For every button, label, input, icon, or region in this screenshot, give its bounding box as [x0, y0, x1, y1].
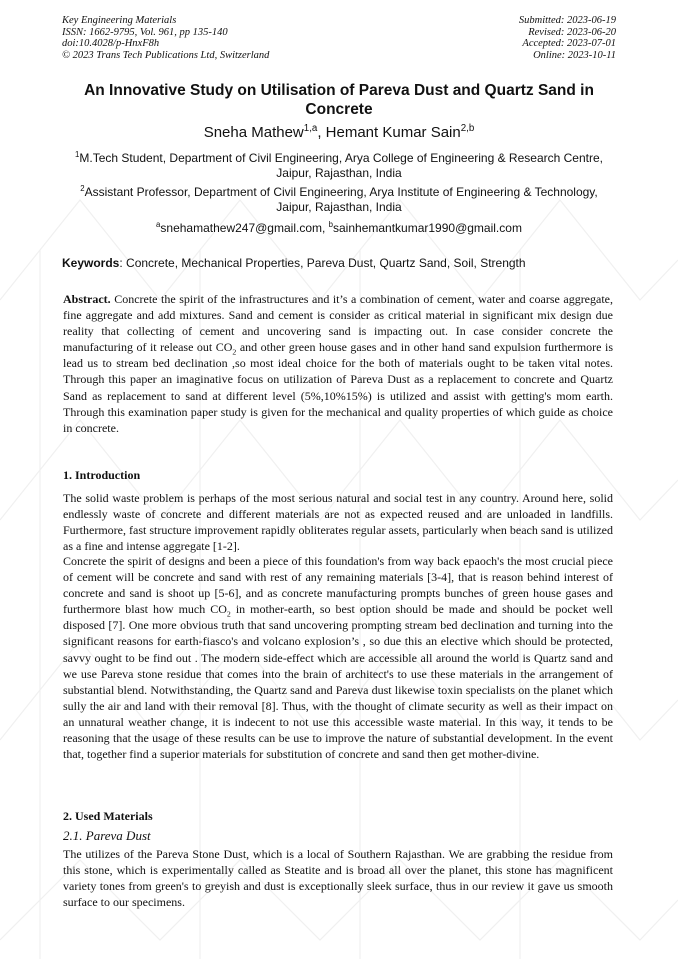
affiliation-1: [62, 151, 616, 181]
intro-paragraph-1: The solid waste problem is perhaps of the most serious natural and social test in any country. Around here, solid endlessly waste of concrete and different materials are not as expected reused and are unloaded in landfills. Furthermore, fast structure improvement rapidly obliterates regular assets, particularly when beach sand is utilized as a fine and intense aggregate [1-2].: [63, 491, 613, 554]
materials-paragraph-1: The utilizes of the Pareva Stone Dust, which is a local of Southern Rajasthan. We are grabbing the residue from this stone, which is experimentally called as Steatite and is broad all over the planet, this stone has magnificent variety tones from green's to greyish and dust is exceptionally sleek surface, thus in our review it gave us smooth surface to our specimens.: [63, 847, 613, 910]
date-submitted: Submitted: 2023-06-19: [518, 15, 616, 26]
intro-paragraph-2: [63, 553, 613, 762]
date-revised: Revised: 2023-06-20: [528, 26, 616, 38]
affiliation-2-marker: 2: [80, 184, 85, 193]
header-right: [519, 15, 616, 61]
subsection-heading-pareva-dust: 2.1. Pareva Dust: [63, 828, 151, 843]
email-a[interactable]: snehamathew247@gmail.com,: [160, 221, 329, 235]
keywords-label: Keywords: [62, 256, 120, 270]
affiliation-1-text: M.Tech Student, Department of Civil Engineering, Arya College of Engineering & Research Centre, Jaipur, Rajasthan, India: [79, 151, 603, 180]
keywords-text: : Concrete, Mechanical Properties, Pareva Dust, Quartz Sand, Soil, Strength: [119, 256, 526, 270]
author-separator: ,: [317, 124, 326, 141]
copyright: © 2023 Trans Tech Publications Ltd, Switzerland: [62, 49, 270, 61]
keywords: [62, 256, 616, 270]
intro-paragraph-2-part-b: in mother-earth, so best option should be made and should be pocket well disposed [7]. One more obvious truth that sand uncovering prompting stream bed declination and turning into the significant reasons for earth-fiasco's and volcano explosion’s , so due this an elective which should be protected, savvy ought to be find out . The modern side-effect which are accessible all around the world is Quartz sand and we use Pareva stone residue that comes into the brain of architect's to use these materials in the arrangement of substantial blend. Notwithstanding, the Quartz sand and Pareva dust likewise toxin specialists on the planet which sully the air and land with their removal [8]. Thus, with the thought of climate security as well as their impact on an unnatural weather change, it is indecent to not use this accessible waste material. In this way, it tends to be reasoning that the usage of these results can be use to improve the nature of substantial development. In the event that, together find a superior materials for substitution of concrete and sand then get mother-divine.: [63, 602, 613, 762]
paper-title: An Innovative Study on Utilisation of Pareva Dust and Quartz Sand in Concrete: [84, 82, 594, 118]
affiliation-2-text: Assistant Professor, Department of Civil Engineering, Arya Institute of Engineering & Technology, Jaipur, Rajasthan, India: [84, 185, 598, 214]
abstract-label: Abstract.: [63, 292, 111, 306]
email-a-marker: a: [156, 220, 161, 229]
section-heading-introduction: 1. Introduction: [63, 468, 141, 482]
journal-name: Key Engineering Materials: [62, 15, 177, 26]
email-b[interactable]: sainhemantkumar1990@gmail.com: [333, 221, 522, 235]
journal-issn: ISSN: 1662-9795, Vol. 961, pp 135-140: [62, 26, 228, 38]
author-line: [62, 124, 616, 141]
section-heading-used-materials: 2. Used Materials: [63, 809, 153, 823]
abstract: [63, 291, 613, 436]
author-emails: [62, 221, 616, 236]
intro-subscript: 2: [226, 609, 231, 619]
doi[interactable]: doi:10.4028/p-HnxF8h: [62, 38, 160, 49]
affiliation-2: [62, 185, 616, 215]
abstract-subscript: 2: [232, 347, 237, 357]
intro-paragraph-2-part-a: Concrete the spirit of designs and been a piece of this foundation's from way back epaoch's the most crucial piece of cement will be concrete and sand with rest of any remaining materials [3-4], that is reason behind interest of concrete and sand is shoot up [5-6], and as concrete manufacturing prompts bunches of green house gases and furthermore blast how much CO: [63, 554, 613, 617]
abstract-text-2: and other green house gases and in other hand sand expulsion furthermore is lead us to stream bed declination ,so most ideal choice for the both of materials ought to be taken vital notes. Through this paper an imaginative focus on utilization of Pareva Dust as a replacement to concrete and Quartz Sand as replacement to sand at different level (5%,10%15%) is utilized and assist with getting's mom earth. Through this examination paper study is given for the mechanical and quality properties of which guide as choice in concrete.: [63, 340, 613, 435]
author-1: Sneha Mathew: [203, 124, 304, 141]
author-2-marker: 2,b: [460, 123, 475, 134]
affiliation-1-marker: 1: [75, 150, 80, 159]
date-online: Online: 2023-10-11: [533, 49, 616, 61]
header-left: [62, 15, 269, 61]
abstract-text-1: Concrete the spirit of the infrastructures and it’s a combination of cement, water and coarse aggregate, fine aggregate and add mixtures. Sand and cement is consider as critical material in significant mix design due reality that collecting of cement and uncovering sand is impacting out. In case consider concrete the manufacturing of it release out CO: [63, 292, 613, 355]
author-1-marker: 1,a: [303, 123, 318, 134]
date-accepted: Accepted: 2023-07-01: [522, 38, 616, 49]
journal-header: [62, 15, 616, 63]
author-2: Hemant Kumar Sain: [325, 124, 461, 141]
email-b-marker: b: [328, 220, 333, 229]
